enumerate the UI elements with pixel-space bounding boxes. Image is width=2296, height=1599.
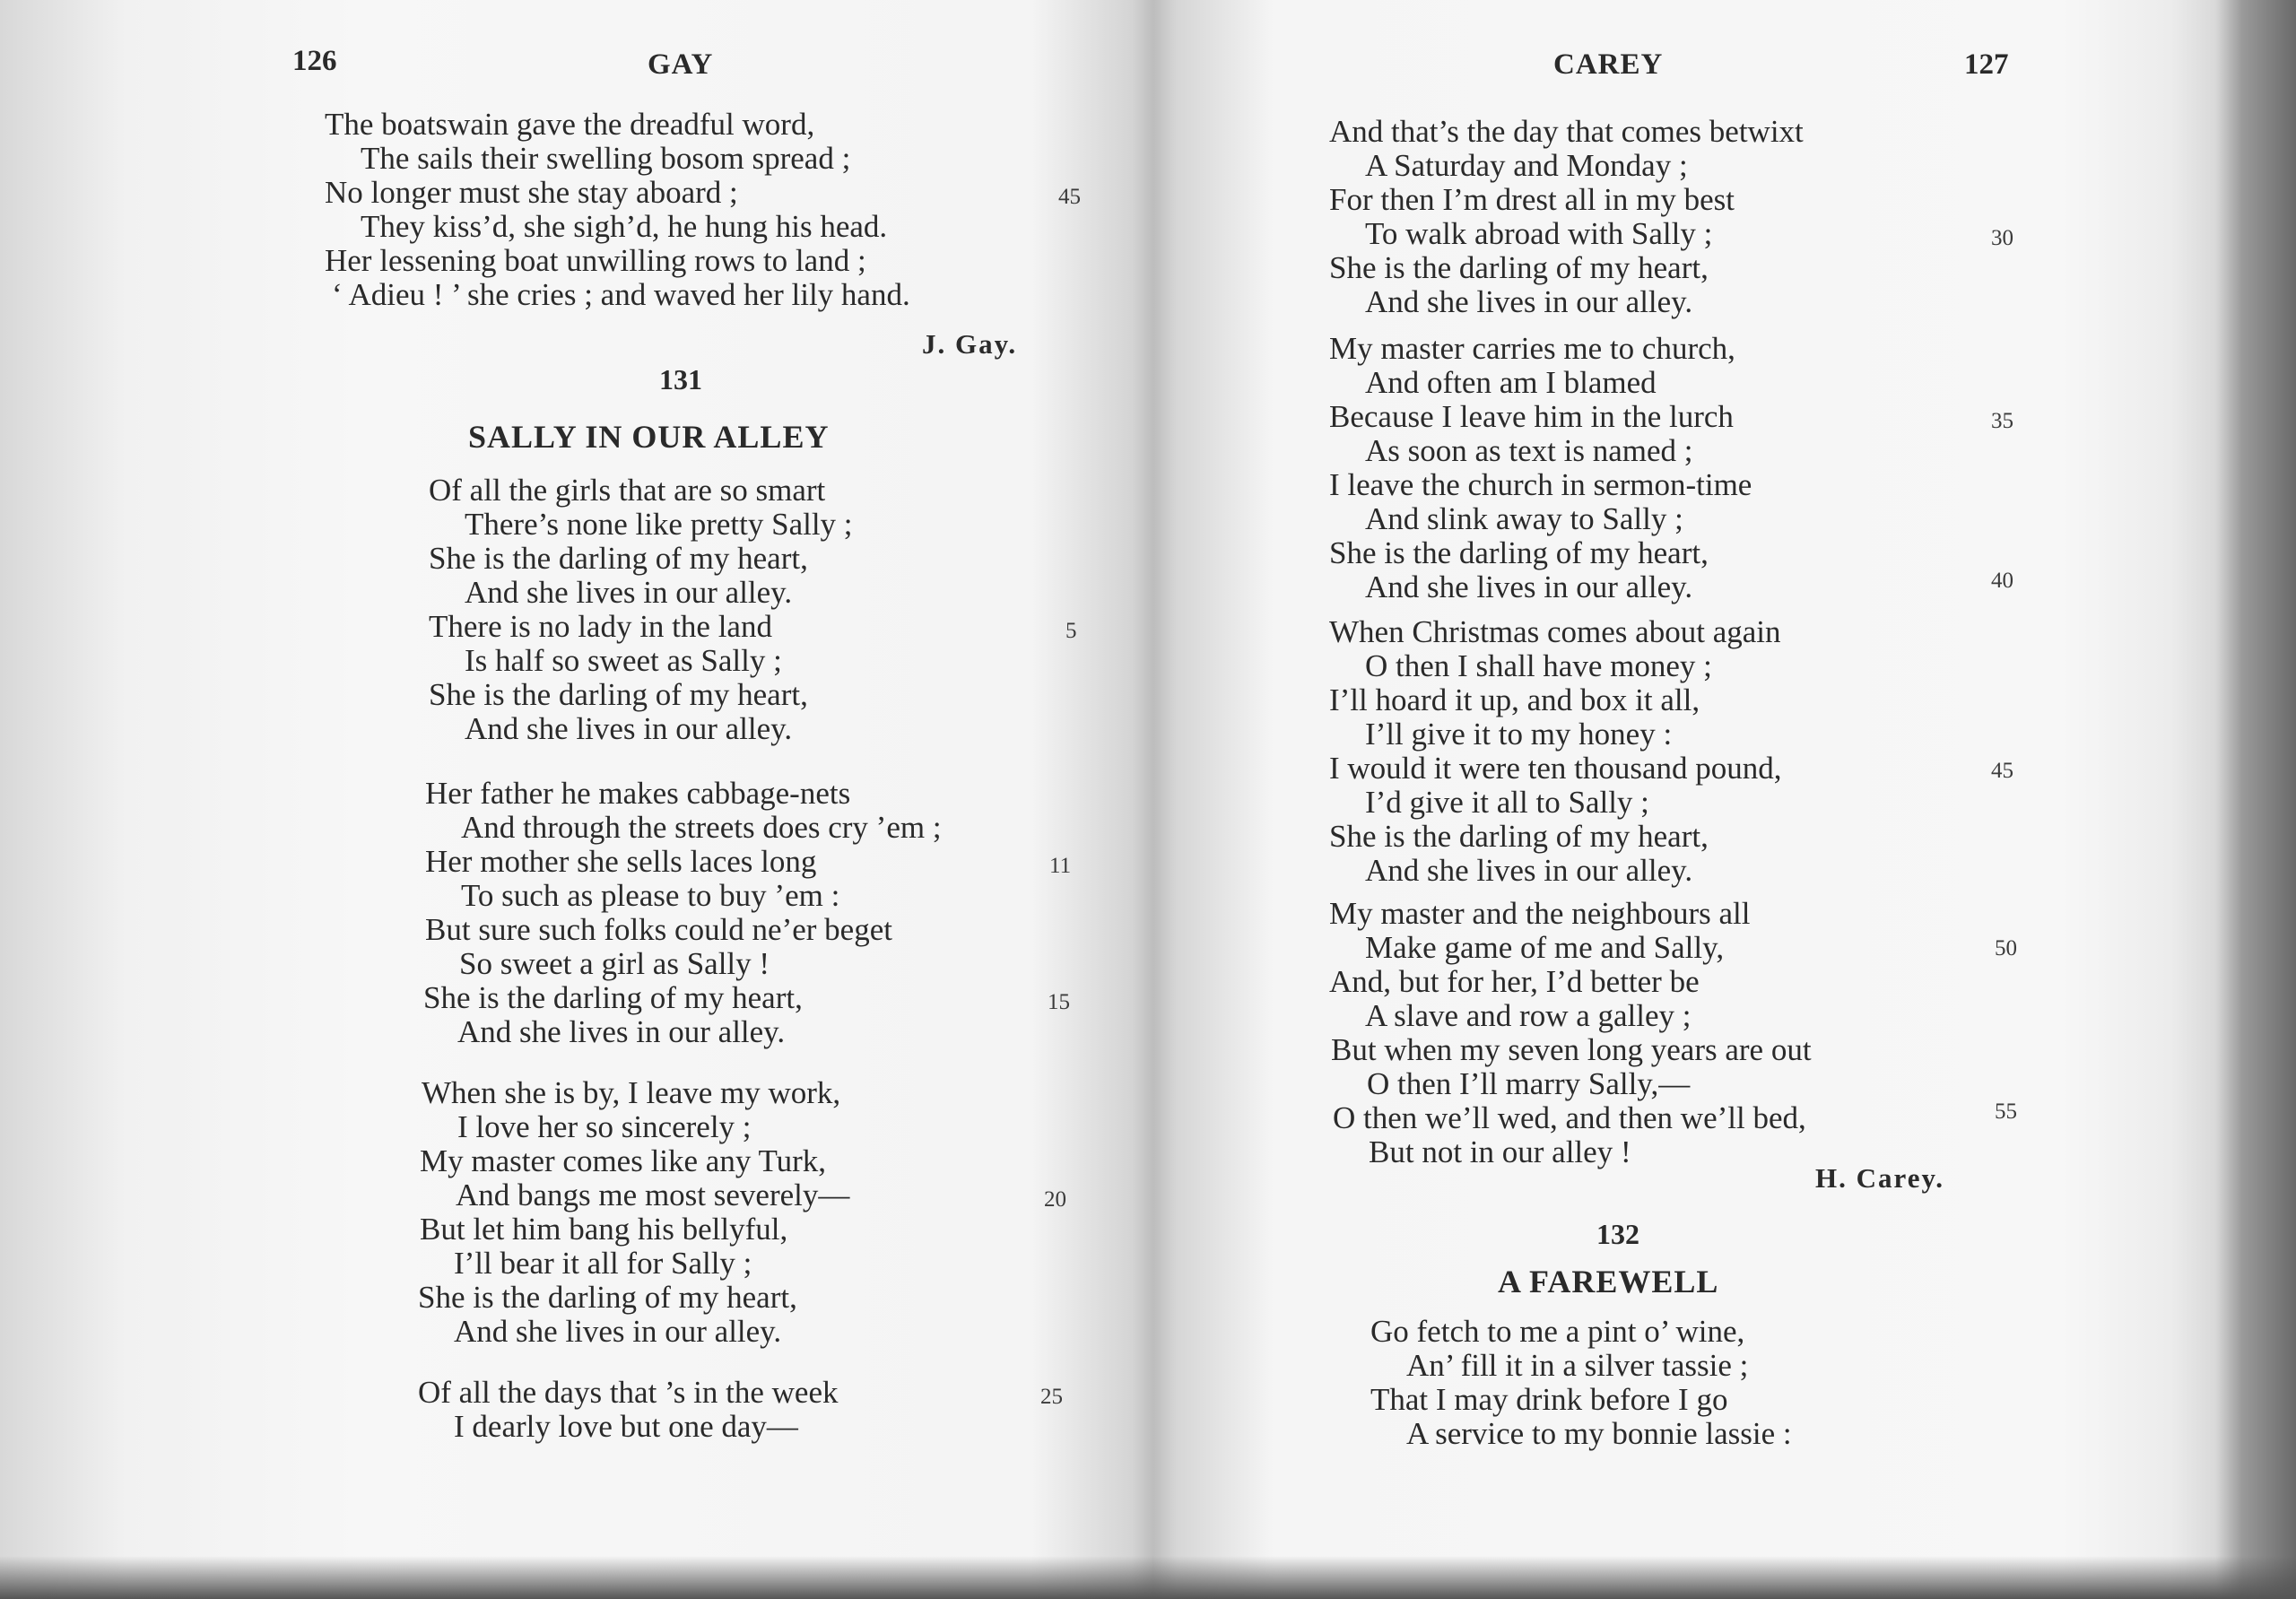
poem-line: When Christmas comes about again	[1329, 614, 1781, 649]
poem-line: And she lives in our alley.	[465, 575, 793, 610]
poem-line: O then we’ll wed, and then we’ll bed,	[1333, 1100, 1806, 1135]
page-number: 126	[292, 45, 337, 77]
poem-line: And she lives in our alley.	[454, 1314, 782, 1349]
poem-line: Make game of me and Sally,	[1365, 930, 1725, 965]
poem-line: She is the darling of my heart,	[1329, 535, 1709, 570]
poem-line: An’ fill it in a silver tassie ;	[1406, 1348, 1749, 1383]
poem-line: She is the darling of my heart,	[1329, 250, 1709, 285]
poem-line: I love her so sincerely ;	[457, 1109, 752, 1144]
poem-line: Her lessening boat unwilling rows to land ;	[325, 243, 866, 278]
poem-line: But not in our alley !	[1369, 1134, 1631, 1169]
poem-number: 131	[659, 363, 702, 395]
poem-line: But sure such folks could ne’er beget	[425, 912, 892, 947]
line-number: 35	[1991, 409, 2013, 433]
poem-line: She is the darling of my heart,	[429, 677, 808, 712]
poem-line: And slink away to Sally ;	[1365, 501, 1683, 536]
line-number: 30	[1991, 226, 2013, 250]
line-number: 11	[1049, 854, 1072, 878]
poem-line: And she lives in our alley.	[465, 711, 793, 746]
poem-line: That I may drink before I go	[1370, 1382, 1728, 1417]
poem-title: A FAREWELL	[1498, 1264, 1719, 1299]
poem-line: A slave and row a galley ;	[1365, 998, 1692, 1033]
poem-line: I’ll give it to my honey :	[1365, 717, 1673, 752]
author-signature: J. Gay.	[922, 328, 1018, 360]
poem-line: My master comes like any Turk,	[420, 1143, 827, 1178]
line-number: 50	[1995, 936, 2017, 960]
poem-line: And that’s the day that comes betwixt	[1329, 114, 1804, 149]
poem-line: Is half so sweet as Sally ;	[465, 643, 782, 678]
poem-line: O then I shall have money ;	[1365, 648, 1712, 683]
poem-line: And bangs me most severely—	[456, 1178, 850, 1212]
poem-line: A service to my bonnie lassie :	[1406, 1416, 1792, 1451]
line-number: 45	[1058, 185, 1081, 209]
poem-line: I’ll hoard it up, and box it all,	[1329, 682, 1700, 717]
poem-line: I leave the church in sermon-time	[1329, 467, 1752, 502]
poem-line: She is the darling of my heart,	[429, 541, 808, 576]
poem-line: Of all the days that ’s in the week	[418, 1375, 839, 1410]
line-number: 20	[1044, 1187, 1066, 1212]
poem-line: I’ll bear it all for Sally ;	[454, 1246, 752, 1281]
poem-line: Of all the girls that are so smart	[429, 473, 826, 508]
poem-line: No longer must she stay aboard ;	[325, 175, 738, 210]
poem-line: But let him bang his bellyful,	[420, 1212, 788, 1247]
poem-line: ‘ Adieu ! ’ she cries ; and waved her lily hand.	[332, 277, 910, 312]
poem-line: My master carries me to church,	[1329, 331, 1735, 366]
poem-title: SALLY IN OUR ALLEY	[468, 419, 830, 455]
poem-line: The sails their swelling bosom spread ;	[361, 141, 851, 176]
line-number: 25	[1040, 1385, 1063, 1409]
poem-line: And, but for her, I’d better be	[1329, 964, 1700, 999]
poem-line: But when my seven long years are out	[1331, 1032, 1812, 1067]
right-page	[1148, 0, 2296, 1599]
poem-line: And often am I blamed	[1365, 365, 1657, 400]
poem-line: She is the darling of my heart,	[418, 1280, 797, 1315]
poem-line: To walk abroad with Sally ;	[1365, 216, 1713, 251]
poem-line: A Saturday and Monday ;	[1365, 148, 1688, 183]
poem-line: I’d give it all to Sally ;	[1365, 785, 1649, 820]
poem-line: For then I’m drest all in my best	[1329, 182, 1735, 217]
poem-line: So sweet a girl as Sally !	[459, 946, 770, 981]
poem-line: There’s none like pretty Sally ;	[465, 507, 853, 542]
poem-line: I dearly love but one day—	[454, 1409, 798, 1444]
poem-line: Because I leave him in the lurch	[1329, 399, 1734, 434]
poem-line: The boatswain gave the dreadful word,	[325, 107, 815, 142]
poem-line: O then I’ll marry Sally,—	[1367, 1066, 1691, 1101]
poem-line: I would it were ten thousand pound,	[1329, 751, 1782, 786]
poem-line: Her father he makes cabbage-nets	[425, 776, 851, 811]
running-head: CAREY	[1553, 48, 1664, 81]
line-number: 40	[1991, 569, 2013, 593]
running-head: GAY	[648, 48, 714, 81]
line-number: 5	[1065, 619, 1077, 643]
poem-line: She is the darling of my heart,	[423, 980, 803, 1015]
poem-line: And through the streets does cry ’em ;	[461, 810, 942, 845]
poem-line: And she lives in our alley.	[1365, 284, 1693, 319]
line-number: 15	[1048, 990, 1070, 1014]
poem-line: And she lives in our alley.	[1365, 569, 1693, 604]
poem-line: There is no lady in the land	[429, 609, 772, 644]
author-signature: H. Carey.	[1815, 1162, 1944, 1194]
page-number: 127	[1964, 48, 2009, 81]
poem-line: They kiss’d, she sigh’d, he hung his head.	[361, 209, 888, 244]
poem-line: And she lives in our alley.	[1365, 853, 1693, 888]
poem-line: As soon as text is named ;	[1365, 433, 1693, 468]
poem-line: And she lives in our alley.	[457, 1014, 786, 1049]
poem-number: 132	[1596, 1218, 1639, 1250]
poem-line: When she is by, I leave my work,	[422, 1075, 841, 1110]
line-number: 45	[1991, 759, 2013, 783]
poem-line: My master and the neighbours all	[1329, 896, 1751, 931]
poem-line: She is the darling of my heart,	[1329, 819, 1709, 854]
poem-line: Her mother she sells laces long	[425, 844, 817, 879]
line-number: 55	[1995, 1099, 2017, 1124]
poem-line: To such as please to buy ’em :	[461, 878, 840, 913]
bottom-shadow	[0, 1556, 2296, 1599]
poem-line: Go fetch to me a pint o’ wine,	[1370, 1314, 1745, 1349]
